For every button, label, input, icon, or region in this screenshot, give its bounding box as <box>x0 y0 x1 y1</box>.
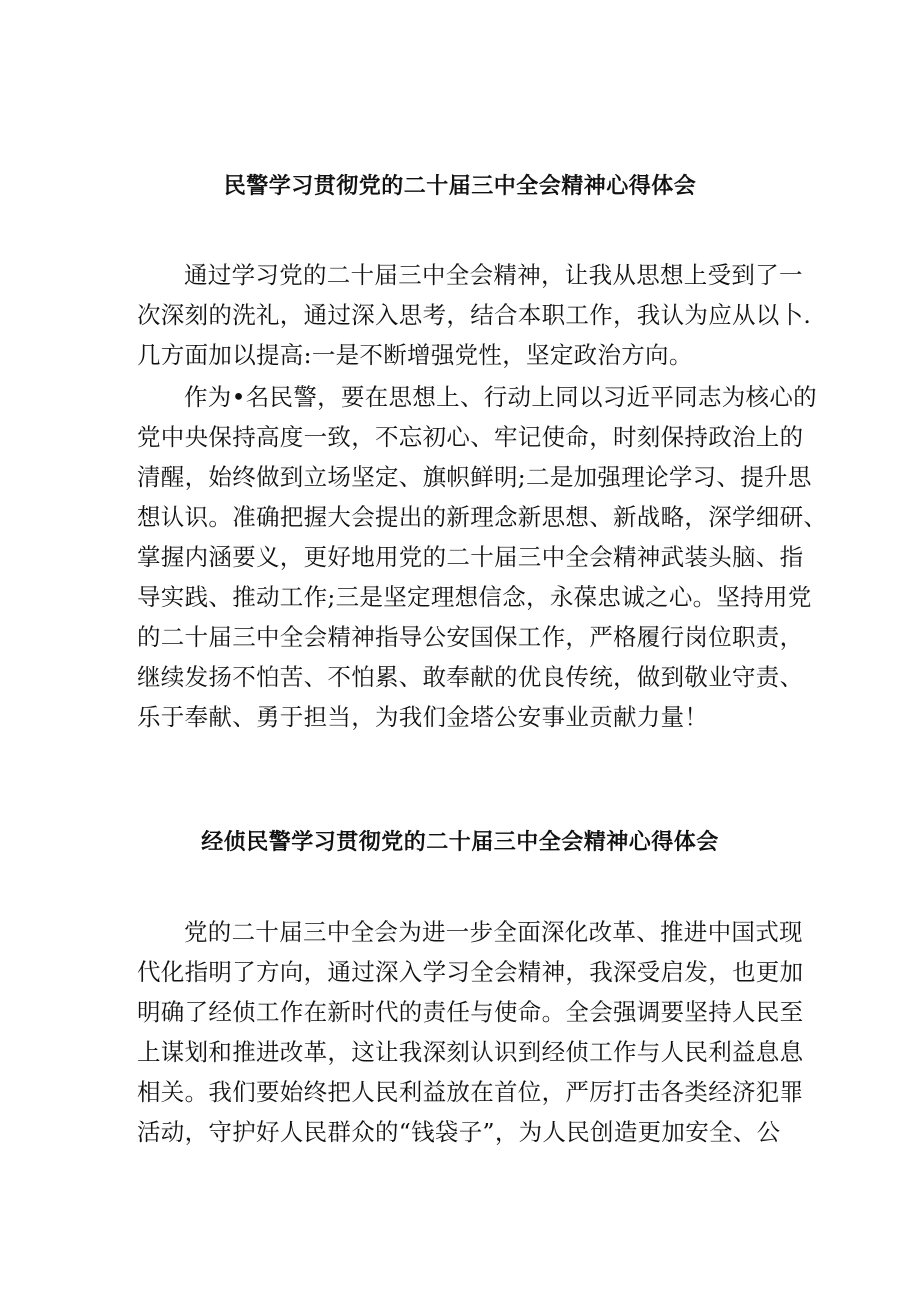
text-line: 明确了经侦工作在新时代的责任与使命。全会强调要坚持人民至 <box>137 998 804 1026</box>
text-line: 代化指明了方向，通过深入学习全会精神，我深受启发，也更加 <box>137 958 804 986</box>
text-line: 通过学习党的二十届三中全会精神，让我从思想上受到了一 <box>184 261 803 289</box>
section-2-title: 经侦民警学习贯彻党的二十届三中全会精神心得体会 <box>201 830 719 855</box>
text-line: 次深刻的洗礼，通过深入思考，结合本职工作，我认为应从以卜. <box>137 301 812 329</box>
text-line: 掌握内涵要义，更好地用党的二十届三中全会精神武装头脑、指 <box>137 543 804 571</box>
text-line: 乐于奉献、勇于担当，为我们金塔公安事业贡献力量！ <box>137 703 709 731</box>
section-2-paragraph-1 <box>137 912 804 1152</box>
text-line: 清醒，始终做到立场坚定、旗帜鲜明;二是加强理论学习、提升思 <box>137 463 812 491</box>
text-line: 活动，守护好人民群众的“钱袋子”，为人民创造更加安全、公 <box>137 1118 781 1146</box>
text-line: 想认识。准确把握大会提出的新理念新思想、新战略，深学细研、 <box>137 503 828 531</box>
text-line: 继续发扬不怕苦、不怕累、敢奉献的优良传统，做到敬业守责、 <box>137 663 804 691</box>
text-line: 导实践、推动工作;三是坚定理想信念，永葆忠诚之心。坚持用党 <box>137 583 812 611</box>
text-line: 的二十届三中全会精神指导公安国保工作，严格履行岗位职责， <box>137 623 804 651</box>
text-line: 上谋划和推进改革，这让我深刻认识到经侦工作与人民利益息息 <box>137 1038 804 1066</box>
text-line: 作为•名民警，要在思想上、行动上同以习近平同志为核心的 <box>184 383 817 411</box>
text-line: 党中央保持高度一致，不忘初心、牢记使命，时刻保持政治上的 <box>137 423 804 451</box>
section-1-title: 民警学习贯彻党的二十届三中全会精神心得体会 <box>223 174 697 199</box>
section-1-paragraph-2 <box>137 377 828 737</box>
text-line: 党的二十届三中全会为进一步全面深化改革、推进中国式现 <box>184 918 803 946</box>
text-line: 相关。我们要始终把人民利益放在首位，严厉打击各类经济犯罪 <box>137 1078 804 1106</box>
section-1-paragraph-1 <box>137 255 812 375</box>
text-line: 几方面加以提高:一是不断增强党性，坚定政治方向。 <box>137 341 693 369</box>
